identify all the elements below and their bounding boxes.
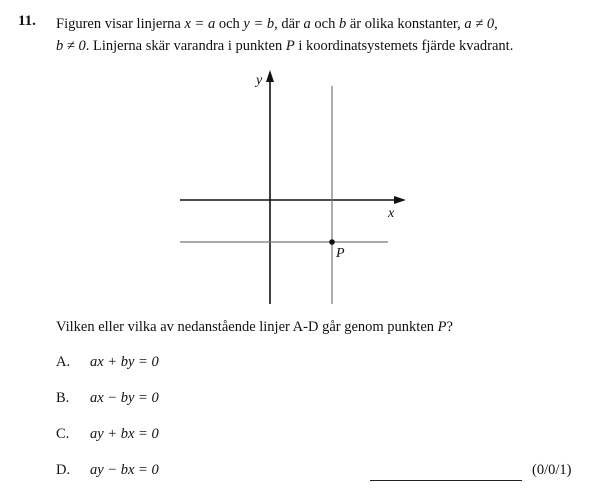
problem-number: 11. [18,13,36,29]
intro-line-2 [56,35,576,57]
x-axis-arrowhead [394,196,406,204]
intro-text: och [215,16,244,32]
question-mark: ? [446,319,453,335]
y-axis-arrowhead [266,70,274,82]
y-axis-label: y [256,73,263,88]
intro-text: . Linjerna skär varandra i punkten [85,38,286,54]
problem-intro [56,13,576,57]
intro-text: i koordinatsystemets fjärde kvadrant. [294,38,514,54]
x-axis-label: x [388,206,395,221]
intro-text: är olika konstanter, [346,16,465,32]
variable-a: a [303,16,311,32]
equation-y-equals-b: y = b [243,16,275,32]
coordinate-figure [176,68,416,310]
point-p-reference: P [285,38,295,54]
question-body: Vilken eller vilka av nedanstående linjer A-D går genom punkten [56,319,438,335]
points-score: (0/0/1) [532,462,572,478]
intro-text: Figuren visar linjerna [56,16,185,32]
intro-text: , [494,16,498,32]
point-p [329,239,335,245]
point-p-label: P [336,246,345,261]
condition-a-nonzero: a ≠ 0 [464,16,495,32]
option-expression: ax − by = 0 [90,390,159,406]
answer-line[interactable] [370,480,522,481]
option-letter: B. [56,390,70,406]
option-expression: ax + by = 0 [90,354,159,370]
intro-text: , där [274,16,304,32]
variable-b: b [338,16,347,32]
question-point: P [437,319,447,335]
option-letter: D. [56,462,71,478]
option-letter: A. [56,354,71,370]
condition-b-nonzero: b ≠ 0 [56,38,86,54]
question-text [56,319,453,336]
option-expression: ay + bx = 0 [90,426,159,442]
intro-text: och [310,16,339,32]
option-expression: ay − bx = 0 [90,462,159,478]
option-letter: C. [56,426,70,442]
equation-x-equals-a: x = a [184,16,216,32]
